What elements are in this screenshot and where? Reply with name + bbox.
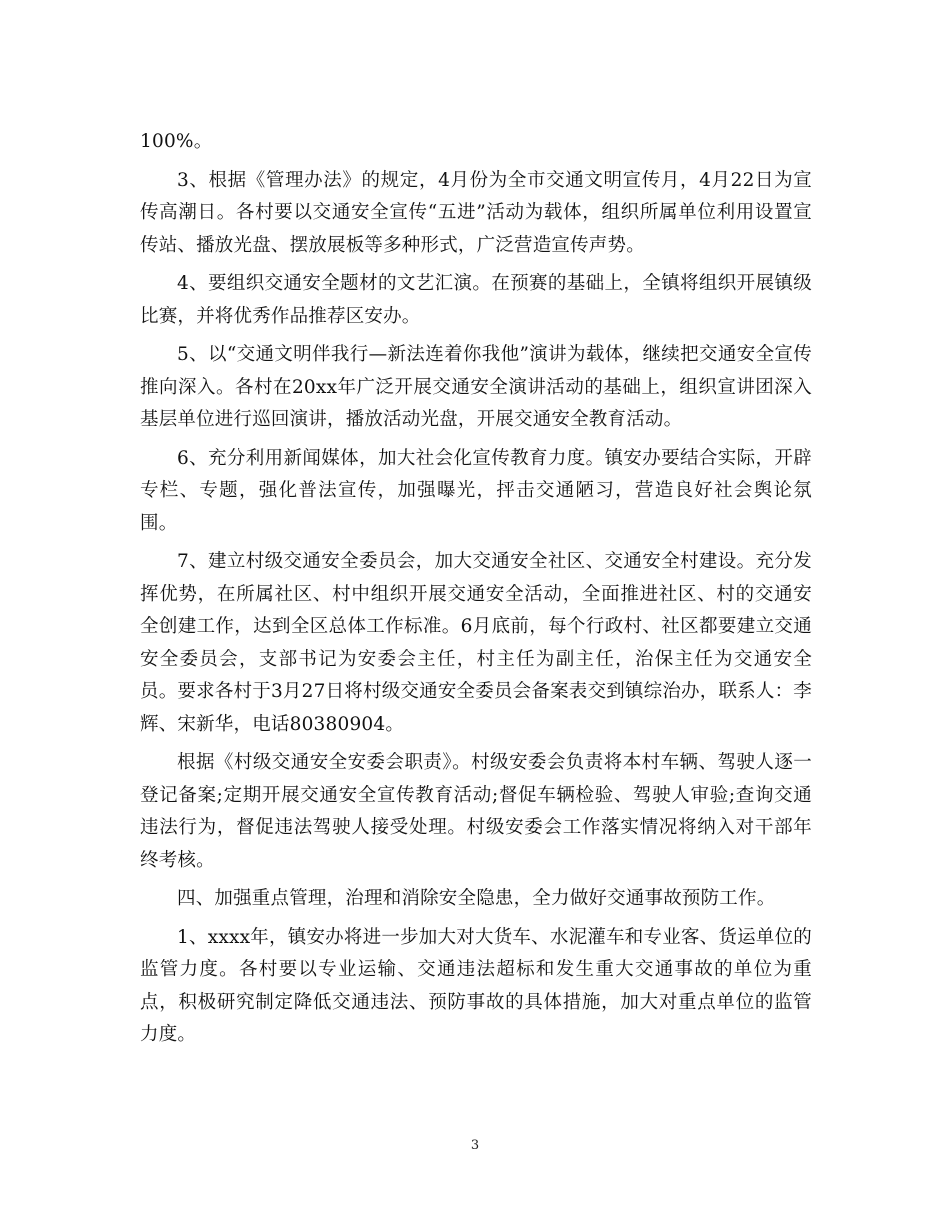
paragraph-section4-item-1: 1、xxxx年，镇安办将进一步加大对大货车、水泥灌车和专业客、货运单位的监管力度。各村要以专业运输、交通违法超标和发生重大交通事故的单位为重点，积极研究制定降低交通违法、预防事故的具体措施，加大对重点单位的监管力度。	[140, 926, 812, 1045]
paragraph-item-3: 3、根据《管理办法》的规定，4月份为全市交通文明宣传月，4月22日为宣传高潮日。各村要以交通安全宣传“五进”活动为载体，组织所属单位利用设置宣传站、播放光盘、摆放展板等多种形式，广泛营造宣传声势。	[140, 169, 812, 256]
document-body	[140, 126, 812, 1058]
paragraph-committee-duties: 根据《村级交通安全安委会职责》。村级安委会负责将本村车辆、驾驶人逐一登记备案;定期开展交通安全宣传教育活动;督促车辆检验、驾驶人审验;查询交通违法行为，督促违法驾驶人接受处理。村级安委会工作落实情况将纳入对干部年终考核。	[140, 752, 812, 871]
paragraph-item-4: 4、要组织交通安全题材的文艺汇演。在预赛的基础上，全镇将组织开展镇级比赛，并将优秀作品推荐区安办。	[140, 273, 812, 327]
page-number: 3	[470, 1138, 480, 1153]
section-heading-4: 四、加强重点管理，治理和消除安全隐患，全力做好交通事故预防工作。	[177, 888, 776, 909]
paragraph-item-5: 5、以“交通文明伴我行—新法连着你我他”演讲为载体，继续把交通安全宣传推向深入。各村在20xx年广泛开展交通安全演讲活动的基础上，组织宣讲团深入基层单位进行巡回演讲，播放活动光盘，开展交通安全教育活动。	[140, 344, 812, 430]
paragraph-item-6: 6、充分利用新闻媒体，加大社会化宣传教育力度。镇安办要结合实际，开辟专栏、专题，强化普法宣传，加强曝光，抨击交通陋习，营造良好社会舆论氛围。	[140, 447, 812, 534]
paragraph-continuation: 100%。	[140, 131, 213, 152]
paragraph-item-7: 7、建立村级交通安全委员会，加大交通安全社区、交通安全村建设。充分发挥优势，在所属社区、村中组织开展交通安全活动，全面推进社区、村的交通安全创建工作，达到全区总体工作标准。6月底前，每个行政村、社区都要建立交通安全委员会，支部书记为安委会主任，村主任为副主任，治保主任为交通安全员。要求各村于3月27日将村级交通安全委员会备案表交到镇综治办，联系人：李辉、宋新华，电话80380904。	[140, 551, 812, 735]
